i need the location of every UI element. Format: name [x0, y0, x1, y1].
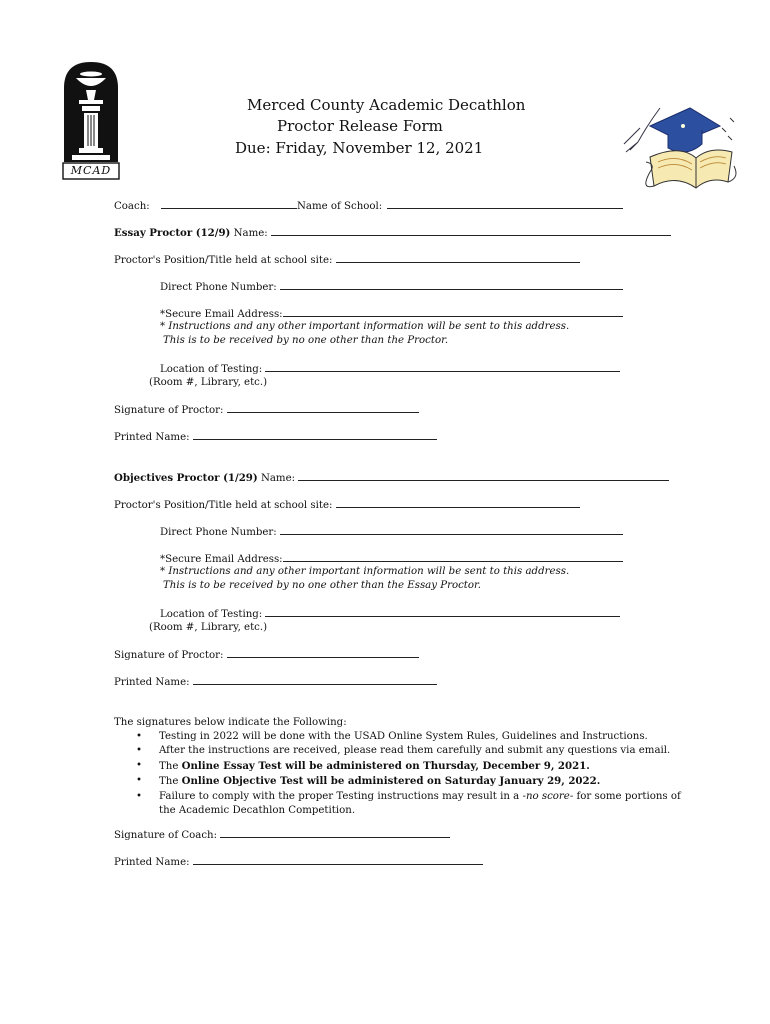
objectives-email-field[interactable]: [283, 552, 623, 562]
coach-row: [114, 199, 623, 213]
essay-email-note-1: * Instructions and any other important information will be sent to this address.: [160, 321, 570, 332]
list-item: • The Online Essay Test will be administered on Thursday, December 9, 2021.: [114, 759, 681, 774]
objectives-position-field[interactable]: [336, 498, 580, 508]
objectives-phone-label: Direct Phone Number:: [160, 527, 277, 538]
essay-position-row: [114, 253, 580, 267]
essay-email-note-2: This is to be received by no one other than the Proctor.: [163, 335, 449, 346]
essay-position-label: Proctor's Position/Title held at school site:: [114, 255, 333, 266]
essay-printed-row: [114, 430, 437, 444]
essay-signature-field[interactable]: [227, 403, 419, 413]
signatures-intro: The signatures below indicate the Following:: [114, 717, 347, 728]
essay-email-field[interactable]: [283, 307, 623, 317]
essay-position-field[interactable]: [336, 253, 580, 263]
essay-location-row: [160, 362, 620, 376]
form-subtitle: Proctor Release Form: [277, 117, 443, 135]
list-item: • Testing in 2022 will be done with the USAD Online System Rules, Guidelines and Instructions.: [114, 730, 681, 744]
terms-list: [114, 730, 681, 818]
coach-field[interactable]: [161, 199, 297, 209]
essay-location-label: Location of Testing:: [160, 364, 263, 375]
essay-phone-field[interactable]: [280, 280, 623, 290]
essay-location-hint: (Room #, Library, etc.): [149, 377, 268, 388]
list-item-continued: the Academic Decathlon Competition.: [159, 805, 356, 817]
objectives-email-label: *Secure Email Address:: [160, 554, 283, 565]
objectives-proctor-row: [114, 471, 669, 485]
objectives-email-note-1: * Instructions and any other important information will be sent to this address.: [160, 566, 570, 577]
essay-phone-row: [160, 280, 623, 294]
essay-signature-label: Signature of Proctor:: [114, 405, 224, 416]
essay-signature-row: [114, 403, 419, 417]
objectives-email-note-2: This is to be received by no one other than the Essay Proctor.: [163, 580, 482, 591]
coach-signature-row: [114, 828, 450, 842]
column-urn-icon: [62, 60, 120, 180]
objectives-phone-field[interactable]: [280, 525, 623, 535]
objectives-proctor-heading: Objectives Proctor (1/29): [114, 472, 258, 484]
objectives-phone-row: [160, 525, 623, 539]
mcad-logo: [62, 60, 120, 180]
objectives-printed-field[interactable]: [193, 675, 437, 685]
coach-signature-field[interactable]: [220, 828, 450, 838]
graduation-cap-book-icon: [610, 102, 745, 194]
essay-email-row: [160, 307, 623, 321]
due-date: Due: Friday, November 12, 2021: [235, 139, 484, 157]
essay-name-field[interactable]: [271, 226, 671, 236]
objectives-location-row: [160, 607, 620, 621]
objectives-signature-label: Signature of Proctor:: [114, 650, 224, 661]
objectives-location-label: Location of Testing:: [160, 609, 263, 620]
essay-location-field[interactable]: [265, 362, 620, 372]
objectives-location-hint: (Room #, Library, etc.): [149, 622, 268, 633]
essay-proctor-heading: Essay Proctor (12/9): [114, 227, 231, 239]
objectives-position-label: Proctor's Position/Title held at school site:: [114, 500, 333, 511]
objectives-printed-row: [114, 675, 437, 689]
objectives-signature-field[interactable]: [227, 648, 419, 658]
coach-printed-label: Printed Name:: [114, 857, 190, 868]
essay-proctor-row: [114, 226, 671, 240]
form-title: Merced County Academic Decathlon: [247, 96, 526, 114]
coach-printed-row: [114, 855, 483, 869]
list-item: • The Online Objective Test will be administered on Saturday January 29, 2022.: [114, 774, 681, 789]
essay-name-label: Name:: [230, 228, 268, 239]
objectives-name-label: Name:: [257, 473, 296, 484]
essay-printed-label: Printed Name:: [114, 432, 190, 443]
objectives-location-field[interactable]: [265, 607, 620, 617]
objectives-position-row: [114, 498, 580, 512]
coach-label: Coach:: [114, 201, 150, 212]
objectives-signature-row: [114, 648, 419, 662]
essay-email-label: *Secure Email Address:: [160, 309, 283, 320]
essay-phone-label: Direct Phone Number:: [160, 282, 277, 293]
logo-text: MCAD: [70, 164, 112, 177]
coach-printed-field[interactable]: [193, 855, 483, 865]
coach-signature-label: Signature of Coach:: [114, 830, 218, 841]
objectives-printed-label: Printed Name:: [114, 677, 190, 688]
list-item: • Failure to comply with the proper Testing instructions may result in a -no score- for some portions of: [114, 790, 681, 804]
objectives-name-field[interactable]: [298, 471, 669, 481]
essay-printed-field[interactable]: [193, 430, 437, 440]
objectives-email-row: [160, 552, 623, 566]
school-field[interactable]: [387, 199, 623, 209]
school-label: Name of School:: [296, 201, 383, 212]
list-item: • After the instructions are received, please read them carefully and submit any questions via email.: [114, 744, 681, 758]
